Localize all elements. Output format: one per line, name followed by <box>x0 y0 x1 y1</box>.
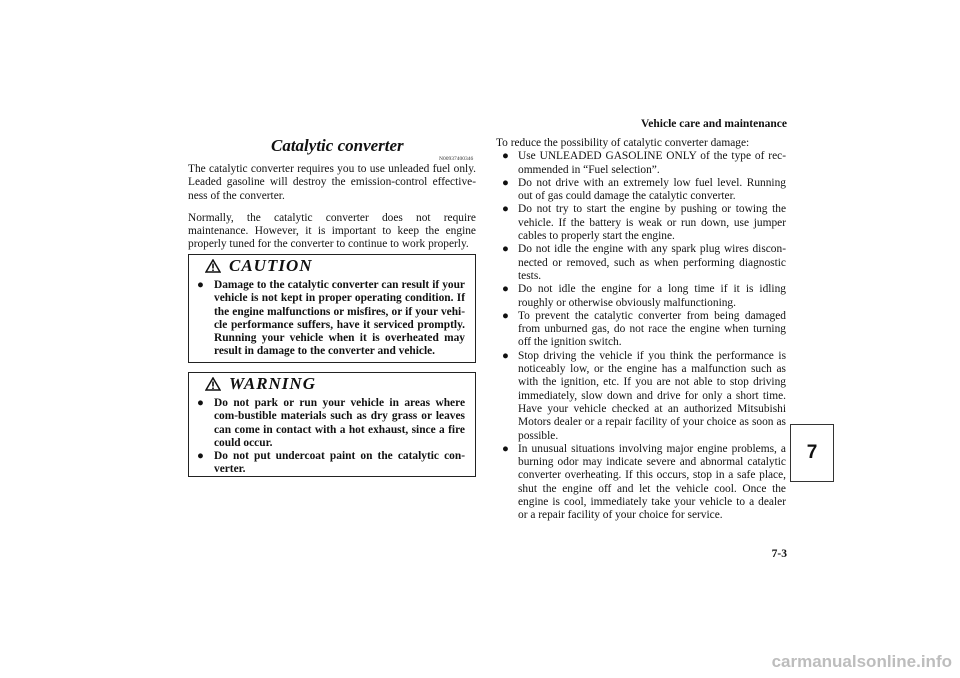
tip-item <box>496 243 786 283</box>
tip-item <box>496 350 786 443</box>
tip-item-text: To prevent the catalytic converter from being damaged from unburned gas, do not race the engine when turning off the ignition switch. <box>518 309 786 349</box>
warning-triangle-icon <box>205 377 221 391</box>
left-column <box>188 163 476 261</box>
tip-item-text: Stop driving the vehicle if you think the performance is noticeably low, or the engine has a malfunction such as with the ignition, etc. If you are not able to stop driving immediately, slow down and drive for only a short time. Have your vehicle checked at an authorized Mitsubishi Motors dealer or a repair facility of your choice as soon as possible. <box>518 349 786 442</box>
page-header-title: Vehicle care and maintenance <box>641 118 787 130</box>
chapter-tab: 7 <box>790 424 834 482</box>
warning-box <box>188 372 476 477</box>
caution-body <box>189 277 475 359</box>
tip-item-text: Use UNLEADED GASOLINE ONLY of the type of rec-ommended in “Fuel selection”. <box>518 150 786 176</box>
caution-item <box>197 279 465 359</box>
page-number: 7-3 <box>771 548 787 560</box>
bullet-icon: ● <box>502 442 509 455</box>
bullet-icon: ● <box>502 243 509 256</box>
tip-item-text: Do not drive with an extremely low fuel level. Running out of gas could damage the catalytic converter. <box>518 176 786 203</box>
bullet-icon: ● <box>502 309 509 322</box>
bullet-icon: ● <box>502 203 509 216</box>
bullet-icon: ● <box>502 283 509 296</box>
tip-item <box>496 443 786 523</box>
warning-title: WARNING <box>229 374 316 393</box>
tip-item <box>496 203 786 243</box>
bullet-icon: ● <box>502 150 509 163</box>
bullet-icon: ● <box>197 279 204 291</box>
tip-item-text: Do not try to start the engine by pushing or towing the vehicle. If the battery is weak or run down, use jumper cables to properly start the engine. <box>518 203 786 243</box>
warning-body <box>189 395 475 477</box>
section-title: Catalytic converter <box>271 136 404 155</box>
tip-item <box>496 177 786 204</box>
caution-box <box>188 254 476 363</box>
intro-paragraph: Normally, the catalytic converter does not require maintenance. However, it is important to keep the engine properly tuned for the converter to continue to work properly. <box>188 211 476 251</box>
warning-item-text: Do not put undercoat paint on the catalytic con-verter. <box>214 450 465 476</box>
bullet-icon: ● <box>502 176 509 189</box>
tip-item-text: Do not idle the engine with any spark plug wires discon-nected or removed, such as when performing diagnostic tests. <box>518 243 786 282</box>
warning-item-text: Do not park or run your vehicle in areas where com-bustible materials such as dry grass or leaves can come in contact with a hot exhaust, since a fire could occur. <box>214 397 465 449</box>
tip-item <box>496 150 786 177</box>
tip-item <box>496 283 786 310</box>
section-code: N00937400346 <box>439 156 474 162</box>
right-column <box>496 137 786 523</box>
tip-item <box>496 310 786 350</box>
warning-item <box>197 397 465 450</box>
watermark: carmanualsonline.info <box>771 652 952 671</box>
caution-item-text: Damage to the catalytic converter can result if your vehicle is not kept in proper operating condition. If the engine malfunctions or misfires, or if your vehi-cle performance suffers, have it serviced promptly. Running your vehicle when it is overheated may result in damage to the converter and vehicle. <box>214 279 465 358</box>
damage-tips-intro: To reduce the possibility of catalytic converter damage: <box>496 137 750 149</box>
bullet-icon: ● <box>197 450 204 463</box>
warning-triangle-icon <box>205 259 221 273</box>
tip-item-text: Do not idle the engine for a long time if it is idling roughly or otherwise obviously malfunctioning. <box>518 283 786 309</box>
intro-paragraph: The catalytic converter requires you to use unleaded fuel only. Leaded gasoline will destroy the emission-control effective-ness of the converter. <box>188 163 476 202</box>
caution-title: CAUTION <box>229 256 313 275</box>
caution-header <box>189 255 475 277</box>
tip-item-text: In unusual situations involving major engine problems, a burning odor may indicate severe and abnormal catalytic converter overheating. If this occurs, stop in a safe place, shut the engine off and let the vehicle cool. Once the engine is cool, immediately take your vehicle to a dealer or a repair facility of your choice for service. <box>518 442 786 522</box>
warning-item <box>197 450 465 477</box>
bullet-icon: ● <box>502 349 509 362</box>
bullet-icon: ● <box>197 397 204 409</box>
warning-header <box>189 373 475 395</box>
